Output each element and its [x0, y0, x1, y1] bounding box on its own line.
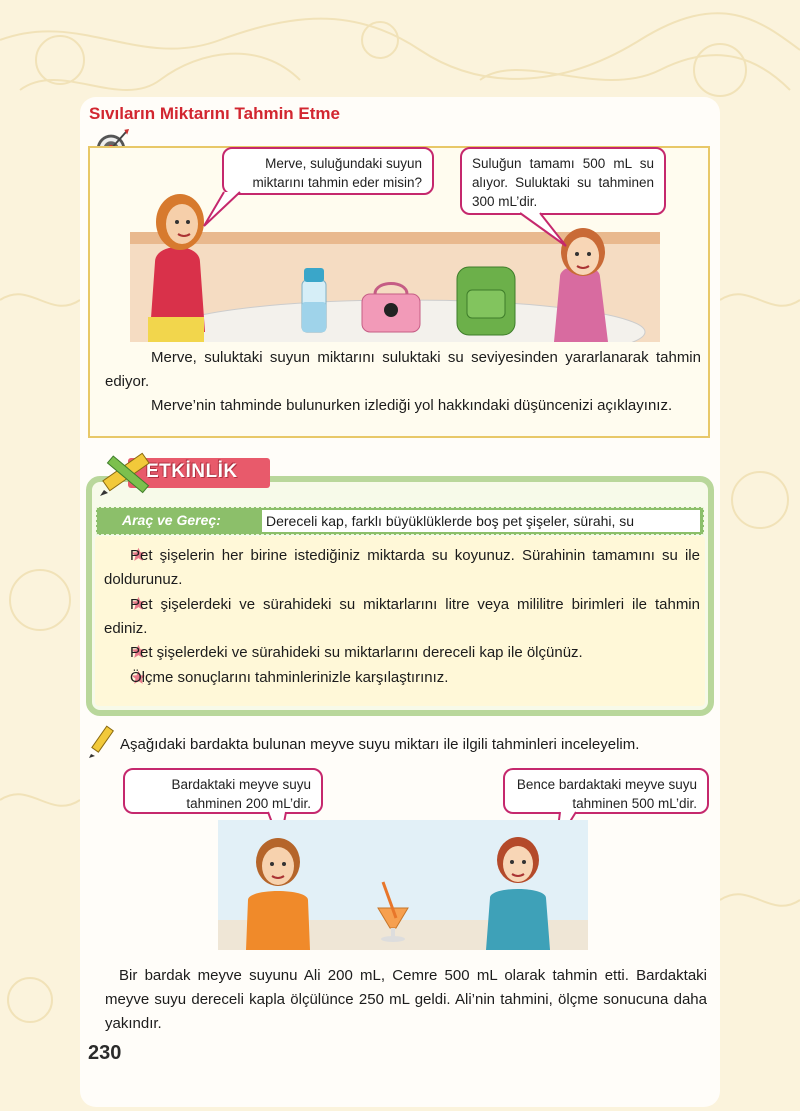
page-number: 230 — [88, 1042, 122, 1064]
speech-bubble-tail — [510, 210, 570, 250]
paragraph-merve-method: Merve, suluktaki suyun miktarını suluktaki su seviyesinden yararlanarak tahmin ediyor. — [105, 349, 701, 390]
ali-cemre-scene-illustration — [218, 820, 588, 950]
tools-list: Dereceli kap, farklı büyüklüklerde boş pet şişeler, sürahi, su — [262, 510, 700, 532]
pencil-icon — [88, 724, 118, 758]
section-title: Sıvıların Miktarını Tahmin Etme — [89, 104, 340, 123]
pencil-ruler-icon — [96, 446, 158, 496]
activity-banner-label: ETKİNLİK — [146, 461, 238, 482]
teacher-figure — [148, 247, 205, 342]
activity-step: Pet şişelerdeki ve sürahideki su miktarlarını dereceli kap ile ölçünüz. — [130, 644, 583, 661]
intro-text: Aşağıdaki bardakta bulunan meyve suyu miktarı ile ilgili tahminleri inceleyelim. — [120, 736, 640, 753]
activity-step: Pet şişelerdeki ve sürahideki su miktarlarını litre veya mililitre birimleri ile tahmin ediniz. — [104, 596, 700, 637]
paragraph-conclusion: Bir bardak meyve suyunu Ali 200 mL, Cemre 500 mL olarak tahmin etti. Bardaktaki meyve suyu dereceli kapla ölçülünce 250 mL geldi. Ali’nin tahmini, ölçme sonucuna daha yakındır. — [105, 967, 707, 1032]
activity-step: Ölçme sonuçlarını tahminlerinizle karşılaştırınız. — [130, 669, 449, 686]
speech-bubble-tail — [200, 190, 260, 230]
speech-bubble-teacher: Merve, suluğundaki suyun miktarını tahmin eder misin? — [222, 147, 434, 195]
speech-bubble-merve: Suluğun tamamı 500 mL su alıyor. Suluktaki su tahminen 300 mL’dir. — [460, 147, 666, 215]
green-backpack — [457, 267, 515, 335]
activity-step: Pet şişelerin her birine istediğiniz miktarda su koyunuz. Sürahinin tamamını su ile doldurunuz. — [104, 547, 700, 588]
tools-label: Araç ve Gereç: — [122, 512, 221, 528]
water-bottle — [302, 268, 326, 332]
paragraph-question: Merve’nin tahminde bulunurken izlediği yol hakkındaki düşüncenizi açıklayınız. — [151, 397, 673, 414]
speech-bubble-ali: Bardaktaki meyve suyu tahminen 200 mL’dir. — [123, 768, 323, 814]
speech-bubble-cemre: Bence bardaktaki meyve suyu tahminen 500 mL’dir. — [503, 768, 709, 814]
